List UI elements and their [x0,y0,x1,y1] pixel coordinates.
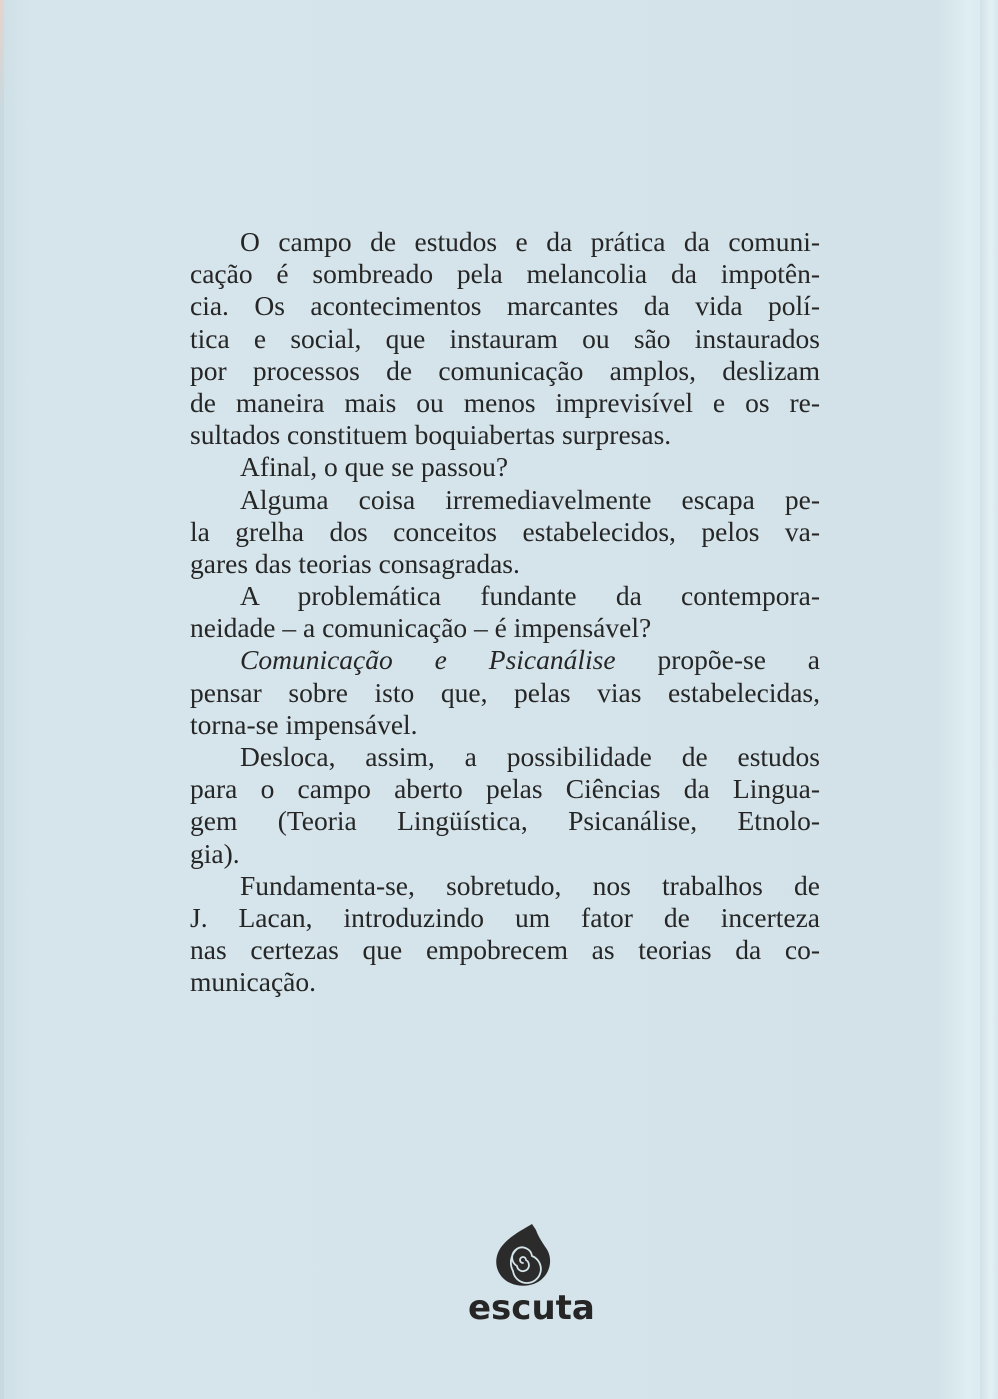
blurb-line: cia. Os acontecimentos marcantes da vida polí- [190,290,820,322]
blurb-line: pensar sobre isto que, pelas vias estabelecidas, [190,676,820,708]
blurb-line: de maneira mais ou menos imprevisível e os re- [190,386,820,418]
book-title: Comunicação e Psicanálise [240,644,616,676]
blurb-line: cação é sombreado pela melancolia da impotên- [190,258,820,290]
spine-edge [0,0,4,1399]
blurb-text: propõe-se a [657,644,821,676]
blurb-line: Afinal, o que se passou? [240,451,509,483]
blurb-line: nas certezas que empobrecem as teorias da co- [190,934,820,966]
blurb-line: A problemática fundante da contempora- [240,580,820,612]
blurb-line [190,644,820,676]
blurb-line: neidade – a comunicação – é impensável? [190,612,652,644]
blurb-line: gia). [190,837,240,869]
blurb-line: Fundamenta-se, sobretudo, nos trabalhos de [240,869,820,901]
blurb-line: J. Lacan, introduzindo um fator de incerteza [190,901,820,933]
blurb-line: sultados constituem boquiabertas surpresas. [190,419,672,451]
blurb-line: Desloca, assim, a possibilidade de estudos [240,741,820,772]
back-cover-blurb [190,226,820,999]
blurb-line: O campo de estudos e da prática da comuni- [240,226,820,257]
blurb-line: gares das teorias consagradas. [190,547,520,579]
blurb-line: municação. [190,966,316,998]
blurb-line: Alguma coisa irremediavelmente escapa pe- [240,483,820,515]
publisher-logo [468,1222,595,1328]
cover-fold [980,0,998,1399]
blurb-line: para o campo aberto pelas Ciências da Lingua- [190,773,820,805]
blurb-line: por processos de comunicação amplos, deslizam [190,354,820,386]
spiral-shell-icon [492,1222,554,1288]
blurb-line: gem (Teoria Lingüística, Psicanálise, Etnolo- [190,805,820,837]
blurb-line: torna-se impensável. [190,708,418,740]
blurb-line: la grelha dos conceitos estabelecidos, pelos va- [190,515,820,547]
blurb-line: tica e social, que instauram ou são instaurados [190,322,820,354]
publisher-name: escuta [468,1288,595,1328]
